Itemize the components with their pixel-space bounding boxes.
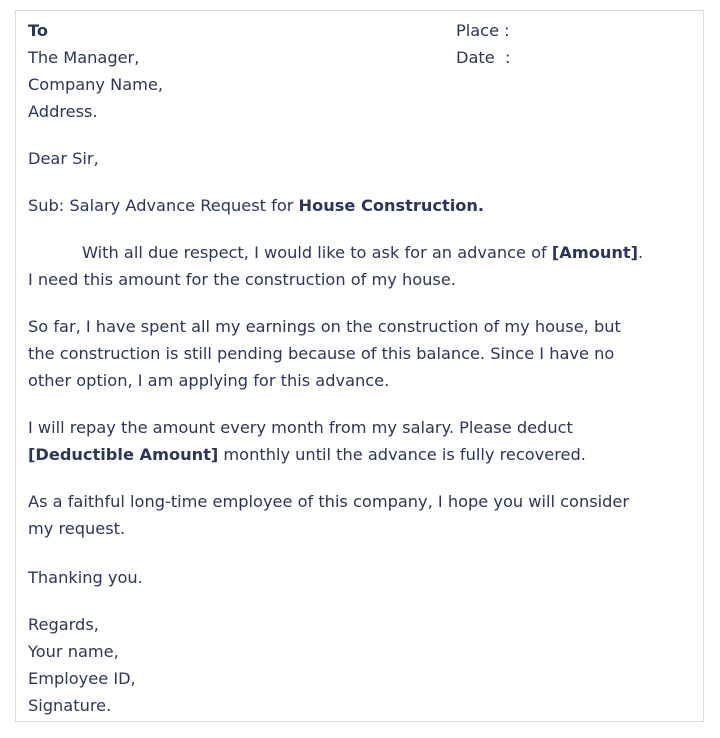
paragraph-repayment-line-1: I will repay the amount every month from my salary. Please deduct [28,418,573,437]
regards-line: Regards, [28,615,99,634]
paragraph-consideration-line-2: my request. [28,519,126,538]
paragraph-request-line-1 [28,239,690,266]
to-label: To [28,21,49,40]
amount-placeholder: [Amount] [551,243,639,262]
paragraph-reason [28,313,690,394]
closing-line: Thanking you. [28,568,143,587]
recipient-line-manager: The Manager, [28,48,140,67]
recipient-line-company: Company Name, [28,75,164,94]
letter-document [15,10,704,722]
subject-line [28,192,484,219]
recipient-block [28,17,163,125]
place-label: Place : [456,21,510,40]
signature-line: Signature. [28,696,112,715]
employee-id-line: Employee ID, [28,669,136,688]
paragraph-reason-line-1: So far, I have spent all my earnings on the construction of my house, but [28,317,621,336]
paragraph-repayment [28,414,690,468]
date-label: Date : [456,48,511,67]
signature-block [28,611,136,719]
salutation: Dear Sir, [28,149,99,168]
paragraph-reason-line-2: the construction is still pending because of this balance. Since I have no [28,344,615,363]
deductible-amount-placeholder: [Deductible Amount] [28,445,219,464]
request-period: . [638,243,644,262]
paragraph-repayment-line-2 [28,441,690,468]
repayment-text: monthly until the advance is fully recovered. [218,445,586,464]
request-text: With all due respect, I would like to ask for an advance of [82,243,552,262]
recipient-line-address: Address. [28,102,98,121]
paragraph-consideration-line-1: As a faithful long-time employee of this company, I hope you will consider [28,492,630,511]
your-name-line: Your name, [28,642,119,661]
subject-prefix: Sub: Salary Advance Request for [28,196,299,215]
paragraph-consideration [28,488,690,542]
subject-topic: House Construction. [298,196,485,215]
paragraph-request-line-2: I need this amount for the construction of my house. [28,270,456,289]
place-date-block [456,17,510,71]
paragraph-reason-line-3: other option, I am applying for this advance. [28,371,390,390]
paragraph-request [28,239,690,293]
